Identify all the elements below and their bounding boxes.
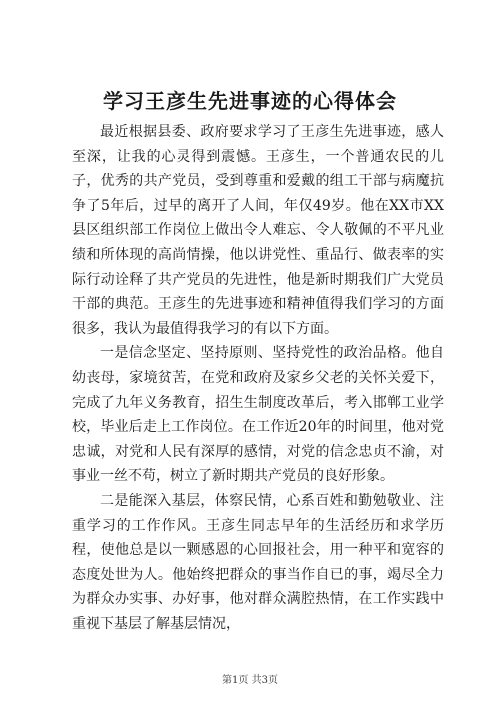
document-title: 学习王彦生先进事迹的心得体会 [103,89,397,113]
page-footer: 第1页 共3页 [222,675,278,686]
document-body [72,120,444,636]
paragraph-point-two: 二是能深入基层，体察民情，心系百姓和勤勉敬业、注重学习的工作作风。王彦生同志早年的生活经历和求学历程，使他总是以一颗感恩的心回报社会，用一种平和宽容的态度处世为人。他始终把群众的事当作自已的事，竭尽全力为群众办实事、办好事，他对群众满腔热情，在工作实践中重视下基层了解基层情况， [72,492,444,632]
paragraph-point-one: 一是信念坚定、坚持原则、坚持党性的政治品格。他自幼丧母，家境贫苦，在党和政府及家乡父老的关怀关爱下，完成了九年义务教育，招生生制度改革后，考入邯郸工业学校，毕业后走上工作岗位。在工作近20年的时间里，他对党忠诚，对党和人民有深厚的感情，对党的信念忠贞不渝，对事业一丝不苟，树立了新时期共产党员的良好形象。 [72,345,444,485]
paragraph-intro: 最近根据县委、政府要求学习了王彦生先进事迹，感人至深，让我的心灵得到震憾。王彦生，一个普通农民的儿子，优秀的共产党员，受到尊重和爱戴的组工干部与病魔抗争了5年后，过早的离开了人间，年仅49岁。他在XX市XX县区组织部工作岗位上做出令人难忘、令人敬佩的不平凡业绩和所体现的高尚情操，他以讲党性、重品行、做表率的实际行动诠释了共产党员的先进性，他是新时期我们广大党员干部的典范。王彦生的先进事迹和精神值得我们学习的方面很多，我认为最值得我学习的有以下方面。 [72,124,444,337]
